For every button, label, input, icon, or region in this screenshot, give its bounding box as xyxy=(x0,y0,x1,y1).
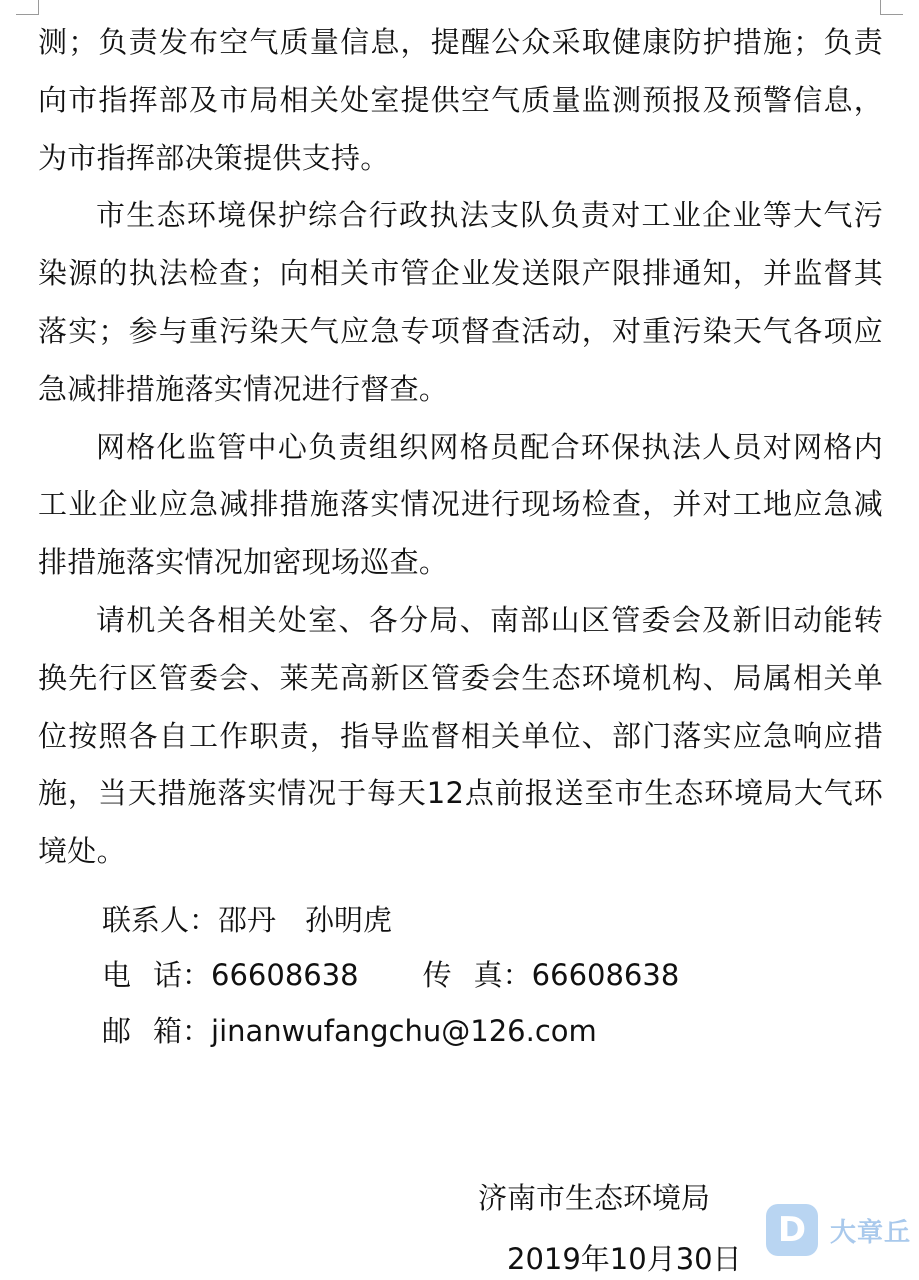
phone-label-char-2: 话： xyxy=(153,958,212,992)
phone-label-char-1: 电 xyxy=(102,958,132,992)
paragraph-reporting-request: 请机关各相关处室、各分局、南部山区管委会及新旧动能转换先行区管委会、莱芜高新区管委会生态环境机构、局属相关单位按照各自工作职责，指导监督相关单位、部门落实应急响应措施，当天措施落实情况于每天12点前报送至市生态环境局大气环境处。 xyxy=(38,602,883,869)
document-body xyxy=(38,14,883,881)
issuing-organization: 济南市生态环境局 xyxy=(478,1181,711,1215)
contact-person-names: 邵丹 孙明虎 xyxy=(218,903,393,937)
fax-label-char-1: 传 xyxy=(422,958,452,992)
watermark-text: 大章丘 xyxy=(830,1217,912,1248)
paragraph-enforcement-team: 市生态环境保护综合行政执法支队负责对工业企业等大气污染源的执法检查；向相关市管企业发送限产限排通知，并监督其落实；参与重污染天气应急专项督查活动，对重污染天气各项应急减排措施落实情况进行督查。 xyxy=(38,198,883,406)
issue-date: 2019年10月30日 xyxy=(507,1242,742,1276)
paragraph-grid-supervision: 网格化监管中心负责组织网格员配合环保执法人员对网格内工业企业应急减排措施落实情况进行现场检查，并对工地应急减排措施落实情况加密现场巡查。 xyxy=(38,429,883,580)
contact-phone-fax-line xyxy=(102,955,679,995)
paragraph-continuation: 测；负责发布空气质量信息，提醒公众采取健康防护措施；负责向市指挥部及市局相关处室提供空气质量监测预报及预警信息，为市指挥部决策提供支持。 xyxy=(38,25,883,175)
email-label-char-1: 邮 xyxy=(102,1014,132,1048)
watermark-logo xyxy=(766,1204,911,1256)
contact-person-line xyxy=(102,900,392,940)
phone-number: 66608638 xyxy=(211,958,359,992)
contact-email-line xyxy=(102,1011,597,1051)
fax-label-char-2: 真： xyxy=(473,958,532,992)
page-corner-left-mark xyxy=(16,0,39,15)
email-address: jinanwufangchu@126.com xyxy=(211,1014,597,1048)
page-corner-right-mark xyxy=(880,0,903,15)
contact-person-label: 联系人： xyxy=(102,903,219,937)
email-label-char-2: 箱： xyxy=(153,1014,212,1048)
fax-number: 66608638 xyxy=(531,958,680,992)
watermark-d-icon: D xyxy=(766,1204,818,1256)
